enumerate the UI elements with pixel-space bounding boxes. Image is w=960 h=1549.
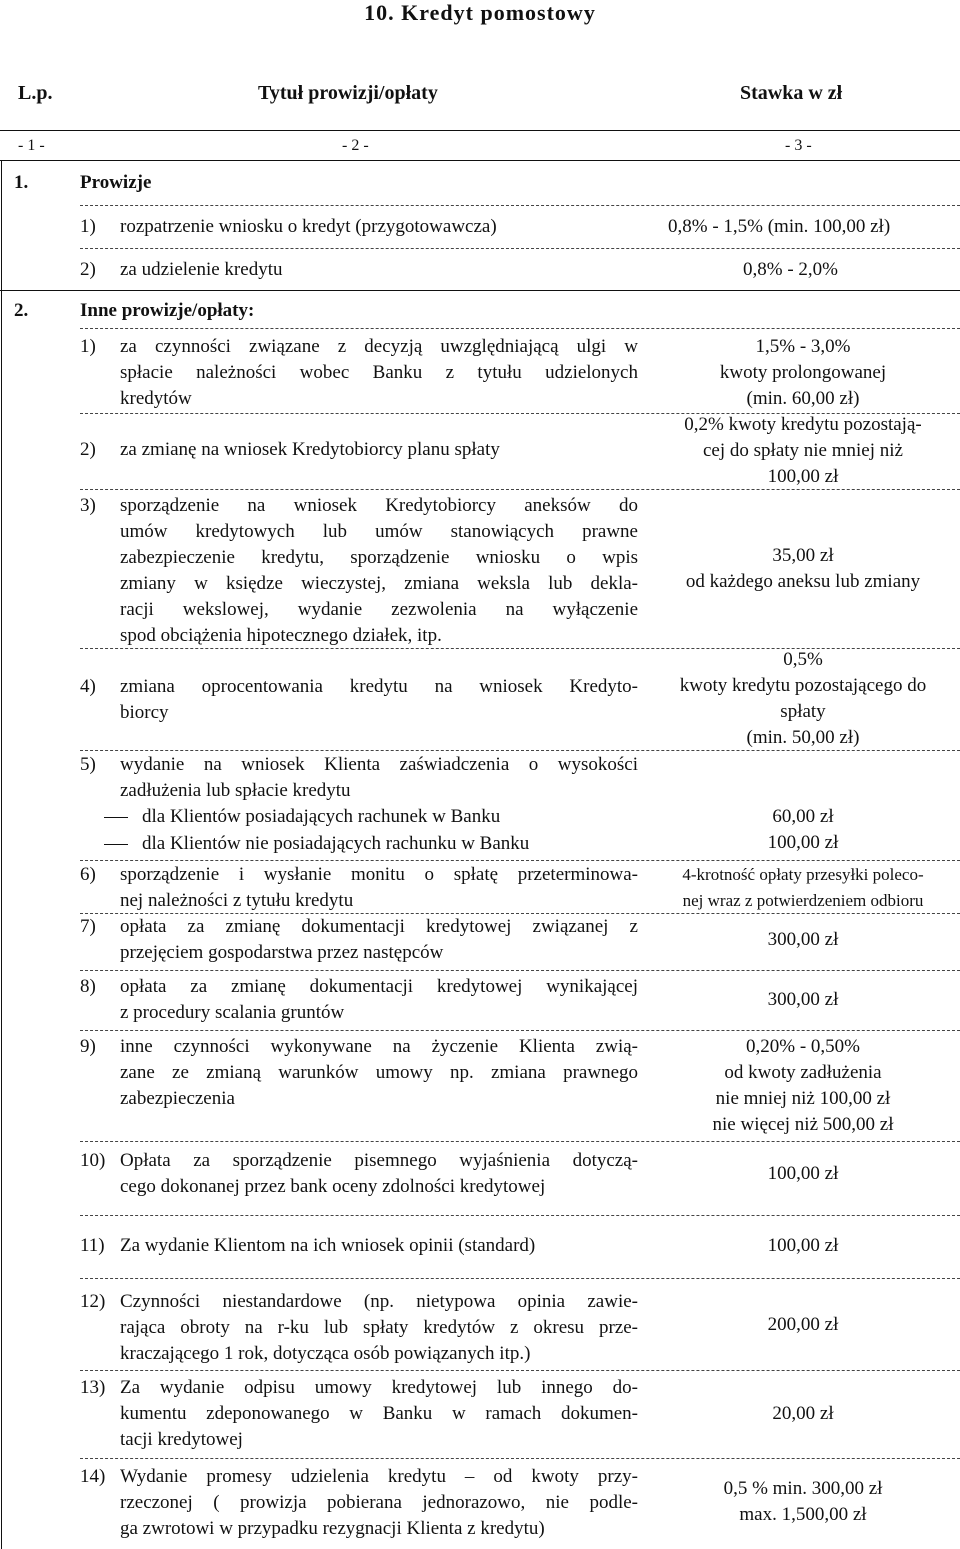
text-line: zadłużenia lub spłacie kredytu bbox=[120, 780, 351, 801]
separator bbox=[80, 1141, 960, 1142]
rate-line: kwoty prolongowanej bbox=[719, 362, 887, 383]
s2-item10-text bbox=[120, 1148, 638, 1200]
s2-item8-text bbox=[120, 974, 638, 1026]
s2-item12-rate: 200,00 zł bbox=[767, 1314, 839, 1335]
text-line: umów kredytowych lub umów stanowiących prawne bbox=[120, 521, 638, 542]
s2-item11-text: Za wydanie Klientom na ich wniosek opinii (standard) bbox=[120, 1235, 536, 1256]
sub-text: dla Klientów nie posiadających rachunku w Banku bbox=[142, 833, 530, 854]
left-border bbox=[1, 160, 2, 1549]
s2-item5-rate bbox=[646, 804, 960, 856]
text-line: za czynności związane z decyzją uwzględniającą ulgi w bbox=[120, 336, 638, 357]
s2-item7-num: 7) bbox=[80, 916, 96, 937]
s2-item1-num: 1) bbox=[80, 336, 96, 357]
separator bbox=[80, 1030, 960, 1031]
header-rate-col: Stawka w zł bbox=[740, 82, 843, 104]
text-line: tacji kredytowej bbox=[120, 1429, 243, 1450]
text-line: spod obciążenia hipotecznego działek, itp. bbox=[120, 625, 442, 646]
s2-item2-num: 2) bbox=[80, 439, 96, 460]
text-line: zabezpieczenia bbox=[120, 1088, 235, 1109]
s2-item4-rate bbox=[646, 647, 960, 751]
separator bbox=[80, 328, 960, 329]
rate-line: 0,2% kwoty kredytu pozostają- bbox=[684, 414, 922, 435]
separator bbox=[80, 1370, 960, 1371]
s2-item13-text bbox=[120, 1375, 638, 1453]
rate-line: cej do spłaty nie mniej niż bbox=[703, 440, 903, 461]
separator bbox=[80, 205, 960, 206]
rate-line: spłaty bbox=[780, 701, 826, 722]
text-line: zmiana oprocentowania kredytu na wniosek Kredyto- bbox=[120, 676, 638, 697]
header-rule bbox=[0, 130, 960, 131]
rate-line: nie więcej niż 500,00 zł bbox=[712, 1114, 894, 1135]
s1-item1-text: rozpatrzenie wniosku o kredyt (przygotowawcza) bbox=[120, 216, 497, 237]
s2-item5-sub1 bbox=[104, 804, 500, 830]
colnum-2: - 2 - bbox=[342, 137, 369, 154]
s2-item7-rate: 300,00 zł bbox=[767, 929, 839, 950]
s2-item6-rate bbox=[646, 862, 960, 914]
text-line: rzeczonej ( prowizja pobierana jednorazowo, nie podle- bbox=[120, 1492, 638, 1513]
s2-item9-rate bbox=[646, 1034, 960, 1138]
text-line: spłacie należności wobec Banku z tytułu udzielonych bbox=[120, 362, 638, 383]
text-line: zmiany w księdze wieczystej, zmiana weksla lub dekla- bbox=[120, 573, 638, 594]
header-title-col: Tytuł prowizji/opłaty bbox=[258, 82, 438, 104]
text-line: ga zwrotowi w przypadku rezygnacji Klienta z kredytu) bbox=[120, 1518, 545, 1539]
s2-item9-num: 9) bbox=[80, 1036, 96, 1057]
separator bbox=[80, 1458, 960, 1459]
rate-line: 100,00 zł bbox=[767, 832, 839, 853]
s2-item11-num: 11) bbox=[80, 1235, 105, 1256]
s2-item6-num: 6) bbox=[80, 864, 96, 885]
colnum-1: - 1 - bbox=[18, 137, 45, 154]
text-line: opłata za zmianę dokumentacji kredytowej wynikającej bbox=[120, 976, 638, 997]
s2-item14-rate bbox=[646, 1476, 960, 1528]
s1-item1-num: 1) bbox=[80, 216, 96, 237]
colnum-rule bbox=[0, 160, 960, 161]
s2-item7-text bbox=[120, 914, 638, 966]
rate-line: 0,20% - 0,50% bbox=[746, 1036, 860, 1057]
s2-item2-rate bbox=[646, 412, 960, 490]
text-line: zane ze zmianą warunków umowy np. zmiana prawnego bbox=[120, 1062, 638, 1083]
rate-line: 100,00 zł bbox=[767, 466, 839, 487]
rate-line: kwoty kredytu pozostającego do bbox=[679, 675, 927, 696]
text-line: biorcy bbox=[120, 702, 169, 723]
rate-line: 0,5% bbox=[783, 649, 823, 670]
section2-label: Inne prowizje/opłaty: bbox=[80, 300, 255, 321]
rate-line: 4-krotność opłaty przesyłki poleco- bbox=[682, 865, 924, 884]
text-line: cego dokonanej przez bank oceny zdolności kredytowej bbox=[120, 1176, 546, 1197]
text-line: Za wydanie odpisu umowy kredytowej lub innego do- bbox=[120, 1377, 638, 1398]
separator bbox=[80, 489, 960, 490]
text-line: przejęciem gospodarstwa przez następców bbox=[120, 942, 444, 963]
sub-text: dla Klientów posiadających rachunek w Banku bbox=[142, 806, 501, 827]
s2-item12-text bbox=[120, 1289, 638, 1367]
s2-item14-num: 14) bbox=[80, 1466, 106, 1487]
rate-line: od kwoty zadłużenia bbox=[724, 1062, 882, 1083]
s2-item11-rate: 100,00 zł bbox=[767, 1235, 839, 1256]
s2-item5-sub2 bbox=[104, 831, 529, 857]
s2-item3-num: 3) bbox=[80, 495, 96, 516]
text-line: zabezpieczenie kredytu, sporządzenie wniosku o wpis bbox=[120, 547, 638, 568]
text-line: Wydanie promesy udzielenia kredytu – od kwoty przy- bbox=[120, 1466, 638, 1487]
section1-num: 1. bbox=[14, 172, 29, 193]
s1-item2-num: 2) bbox=[80, 259, 96, 280]
text-line: nej należności z tytułu kredytu bbox=[120, 890, 354, 911]
rate-line: 60,00 zł bbox=[772, 806, 834, 827]
section-rule bbox=[0, 290, 960, 291]
s2-item4-num: 4) bbox=[80, 676, 96, 697]
page-title: 10. Kredyt pomostowy bbox=[364, 0, 596, 25]
s2-item8-num: 8) bbox=[80, 976, 96, 997]
s2-item6-text bbox=[120, 862, 638, 914]
colnum-3: - 3 - bbox=[785, 137, 812, 154]
rate-line: 35,00 zł bbox=[772, 545, 834, 566]
s2-item1-rate bbox=[646, 334, 960, 412]
text-line: sporządzenie i wysłanie monitu o spłatę przeterminowa- bbox=[120, 864, 638, 885]
s2-item10-rate: 100,00 zł bbox=[767, 1163, 839, 1184]
s2-item14-text bbox=[120, 1464, 638, 1542]
separator bbox=[80, 1278, 960, 1279]
s2-item13-num: 13) bbox=[80, 1377, 106, 1398]
s1-item2-text: za udzielenie kredytu bbox=[120, 259, 283, 280]
text-line: racji wekslowej, wydanie zezwolenia na wyłączenie bbox=[120, 599, 638, 620]
s2-item2-text: za zmianę na wniosek Kredytobiorcy planu spłaty bbox=[120, 439, 500, 460]
rate-line: max. 1,500,00 zł bbox=[739, 1504, 867, 1525]
rate-line: (min. 50,00 zł) bbox=[746, 727, 860, 748]
text-line: kraczającego 1 rok, dotycząca osób powiązanych itp.) bbox=[120, 1343, 531, 1364]
s2-item3-rate bbox=[646, 543, 960, 595]
dash-bullet-icon bbox=[104, 817, 128, 818]
separator bbox=[80, 970, 960, 971]
text-line: Opłata za sporządzenie pisemnego wyjaśnienia dotyczą- bbox=[120, 1150, 638, 1171]
rate-line: (min. 60,00 zł) bbox=[746, 388, 860, 409]
s2-item5-text bbox=[120, 752, 638, 804]
separator bbox=[80, 750, 960, 751]
separator bbox=[80, 860, 960, 861]
text-line: Czynności niestandardowe (np. nietypowa opinia zawie- bbox=[120, 1291, 638, 1312]
s1-item1-rate: 0,8% - 1,5% (min. 100,00 zł) bbox=[668, 216, 891, 237]
s2-item5-num: 5) bbox=[80, 754, 96, 775]
separator bbox=[80, 1215, 960, 1216]
dash-bullet-icon bbox=[104, 844, 128, 845]
text-line: sporządzenie na wniosek Kredytobiorcy aneksów do bbox=[120, 495, 638, 516]
s2-item10-num: 10) bbox=[80, 1150, 106, 1171]
text-line: z procedury scalania gruntów bbox=[120, 1002, 345, 1023]
section1-label: Prowizje bbox=[80, 172, 152, 193]
s2-item3-text bbox=[120, 493, 638, 649]
s1-item2-rate: 0,8% - 2,0% bbox=[743, 259, 838, 280]
text-line: wydanie na wniosek Klienta zaświadczenia o wysokości bbox=[120, 754, 638, 775]
separator bbox=[80, 248, 960, 249]
text-line: kumentu zdeponowanego w Banku w ramach dokumen- bbox=[120, 1403, 638, 1424]
section2-num: 2. bbox=[14, 300, 29, 321]
s2-item9-text bbox=[120, 1034, 638, 1112]
text-line: kredytów bbox=[120, 388, 192, 409]
rate-line: 0,5 % min. 300,00 zł bbox=[723, 1478, 883, 1499]
text-line: rająca obroty na r-ku lub spłaty kredytów z okresu prze- bbox=[120, 1317, 638, 1338]
s2-item4-text bbox=[120, 674, 638, 726]
rate-line: nie mniej niż 100,00 zł bbox=[715, 1088, 891, 1109]
rate-line: od każdego aneksu lub zmiany bbox=[685, 571, 921, 592]
header-lp: L.p. bbox=[18, 82, 53, 104]
s2-item8-rate: 300,00 zł bbox=[767, 989, 839, 1010]
s2-item12-num: 12) bbox=[80, 1291, 106, 1312]
rate-line: nej wraz z potwierdzeniem odbioru bbox=[682, 891, 924, 910]
s2-item1-text bbox=[120, 334, 638, 412]
s2-item13-rate: 20,00 zł bbox=[772, 1403, 834, 1424]
rate-line: 1,5% - 3,0% bbox=[755, 336, 851, 357]
text-line: inne czynności wykonywane na życzenie Klienta zwią- bbox=[120, 1036, 638, 1057]
text-line: opłata za zmianę dokumentacji kredytowej związanej z bbox=[120, 916, 638, 937]
